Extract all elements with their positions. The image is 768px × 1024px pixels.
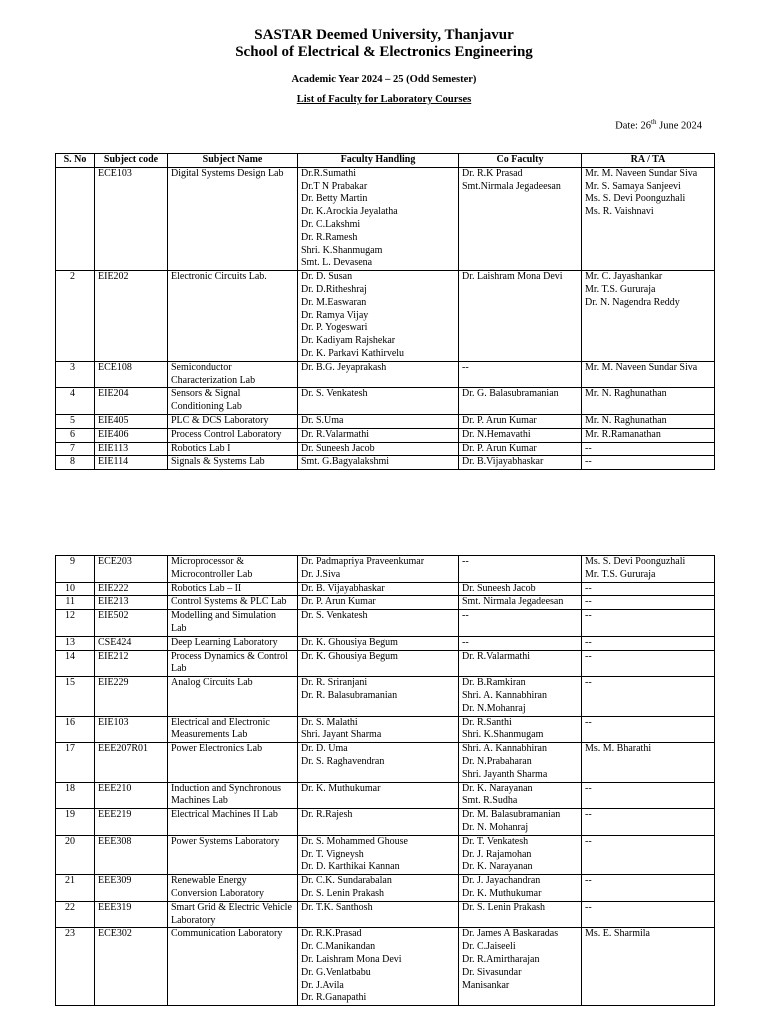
cell-co-faculty	[459, 636, 582, 650]
faculty-name: Dr. C.Manikandan	[301, 941, 376, 953]
table-2-body	[56, 556, 715, 1006]
cell-faculty	[298, 677, 459, 716]
cell-ra-ta	[582, 414, 715, 428]
cell-ra-ta	[582, 636, 715, 650]
col-header-ra-ta: RA / TA	[582, 154, 715, 168]
ra-ta-name: Ms. S. Devi Poonguzhali	[585, 556, 686, 567]
co-faculty-name: Dr. Laishram Mona Devi	[462, 271, 563, 283]
co-faculty-name: Dr. R.K Prasad	[462, 167, 523, 179]
table-row	[56, 636, 715, 650]
co-faculty-name: Dr. Suneesh Jacob	[462, 582, 536, 594]
cell-subject-name: Process Dynamics & Control Lab	[168, 650, 298, 677]
ra-ta-name: Dr. N. Nagendra Reddy	[585, 296, 680, 308]
co-faculty-name: Dr. G. Balasubramanian	[462, 388, 559, 400]
cell-co-faculty	[459, 414, 582, 428]
faculty-name: Dr. S. Venkatesh	[301, 388, 368, 400]
co-faculty-name: Dr. S. Lenin Prakash	[462, 901, 546, 913]
cell-ra-ta	[582, 167, 715, 270]
faculty-name: Dr. Laishram Mona Devi	[301, 953, 402, 965]
cell-subject-name: Electronic Circuits Lab.	[168, 271, 298, 362]
ra-ta-name: --	[585, 610, 592, 622]
table-row	[56, 442, 715, 456]
cell-subject-name: Communication Laboratory	[168, 928, 298, 1006]
cell-sno: 19	[56, 809, 95, 836]
faculty-name: Dr. K.Arockia Jeyalatha	[301, 206, 398, 218]
co-faculty-name: Shri. Jayanth Sharma	[462, 768, 548, 780]
faculty-name: Dr. T.K. Santhosh	[301, 901, 373, 913]
ra-ta-name: Mr. T.S. Gururaja	[585, 568, 656, 580]
cell-faculty	[298, 901, 459, 928]
cell-ra-ta	[582, 782, 715, 809]
cell-faculty	[298, 456, 459, 470]
cell-sno: 6	[56, 428, 95, 442]
cell-subject-code: EIE222	[95, 582, 168, 596]
faculty-name: Dr. S. Malathi	[301, 716, 358, 728]
table-row	[56, 361, 715, 388]
cell-ra-ta	[582, 716, 715, 743]
faculty-table-1	[55, 153, 715, 470]
cell-ra-ta	[582, 428, 715, 442]
cell-co-faculty	[459, 596, 582, 610]
faculty-name: Dr. D. Karthikai Kannan	[301, 861, 400, 873]
cell-sno: 4	[56, 388, 95, 415]
faculty-name: Dr. R.Rajesh	[301, 809, 353, 821]
cell-subject-name: Power Electronics Lab	[168, 743, 298, 782]
cell-sno: 21	[56, 875, 95, 902]
cell-sno: 17	[56, 743, 95, 782]
ra-ta-name: --	[585, 677, 592, 689]
cell-co-faculty	[459, 716, 582, 743]
cell-subject-code: ECE203	[95, 556, 168, 583]
ra-ta-name: --	[585, 636, 592, 648]
cell-co-faculty	[459, 743, 582, 782]
faculty-name: Dr. S. Lenin Prakash	[301, 887, 385, 899]
co-faculty-name: Dr. B.Vijayabhaskar	[462, 456, 544, 468]
cell-sno: 11	[56, 596, 95, 610]
co-faculty-name: Dr. N.Mohanraj	[462, 702, 526, 714]
faculty-name: Dr. K. Ghousiya Begum	[301, 650, 398, 662]
ra-ta-name: Mr. T.S. Gururaja	[585, 283, 656, 295]
ra-ta-name: --	[585, 716, 592, 728]
cell-faculty	[298, 442, 459, 456]
col-header-faculty: Faculty Handling	[298, 154, 459, 168]
ra-ta-name: Mr. R.Ramanathan	[585, 428, 661, 440]
cell-subject-code: EEE207R01	[95, 743, 168, 782]
cell-sno: 9	[56, 556, 95, 583]
cell-sno: 22	[56, 901, 95, 928]
date-sup: th	[651, 118, 657, 126]
cell-co-faculty	[459, 456, 582, 470]
cell-sno: 12	[56, 610, 95, 637]
cell-co-faculty	[459, 167, 582, 270]
cell-co-faculty	[459, 442, 582, 456]
cell-subject-name: PLC & DCS Laboratory	[168, 414, 298, 428]
ra-ta-name: Mr. S. Samaya Sanjeevi	[585, 180, 681, 192]
cell-sno: 10	[56, 582, 95, 596]
cell-ra-ta	[582, 650, 715, 677]
cell-faculty	[298, 650, 459, 677]
col-header-code: Subject code	[95, 154, 168, 168]
co-faculty-name: Dr. Sivasundar	[462, 966, 522, 978]
faculty-name: Dr. P. Yogeswari	[301, 322, 368, 334]
co-faculty-name: Smt. R.Sudha	[462, 795, 518, 807]
faculty-name: Dr. D. Uma	[301, 743, 348, 755]
cell-ra-ta	[582, 442, 715, 456]
cell-subject-code: EIE114	[95, 456, 168, 470]
col-header-co-faculty: Co Faculty	[459, 154, 582, 168]
faculty-name: Dr. R.Ganapathi	[301, 992, 367, 1004]
cell-ra-ta	[582, 456, 715, 470]
co-faculty-name: Shri. K.Shanmugam	[462, 729, 544, 741]
cell-co-faculty	[459, 809, 582, 836]
cell-subject-code: ECE103	[95, 167, 168, 270]
cell-subject-code: EEE219	[95, 809, 168, 836]
cell-subject-name: Modelling and Simulation Lab	[168, 610, 298, 637]
cell-co-faculty	[459, 650, 582, 677]
faculty-name: Shri. K.Shanmugam	[301, 244, 383, 256]
co-faculty-name: Dr. N.Prabaharan	[462, 755, 532, 767]
faculty-name: Dr. Ramya Vijay	[301, 309, 369, 321]
faculty-name: Dr. R. Balasubramanian	[301, 689, 398, 701]
cell-co-faculty	[459, 875, 582, 902]
faculty-name: Dr. R.Ramesh	[301, 231, 358, 243]
cell-co-faculty	[459, 556, 582, 583]
faculty-name: Dr. Padmapriya Praveenkumar	[301, 556, 425, 567]
school-title: School of Electrical & Electronics Engineering	[235, 44, 533, 60]
ra-ta-name: Mr. N. Raghunathan	[585, 388, 667, 400]
cell-subject-code: EEE308	[95, 835, 168, 874]
faculty-name: Dr. J.Avila	[301, 979, 344, 991]
cell-faculty	[298, 782, 459, 809]
cell-subject-name: Control Systems & PLC Lab	[168, 596, 298, 610]
co-faculty-name: Dr. R.Valarmathi	[462, 650, 531, 662]
cell-sno: 3	[56, 361, 95, 388]
cell-co-faculty	[459, 928, 582, 1006]
date-prefix: Date: 26	[615, 120, 652, 132]
cell-ra-ta	[582, 928, 715, 1006]
faculty-name: Dr. R.Valarmathi	[301, 428, 370, 440]
cell-subject-name: Smart Grid & Electric Vehicle Laboratory	[168, 901, 298, 928]
co-faculty-name: Dr. P. Arun Kumar	[462, 414, 537, 426]
cell-subject-code: EIE405	[95, 414, 168, 428]
university-title: SASTAR Deemed University, Thanjavur	[254, 27, 514, 43]
cell-sno: 5	[56, 414, 95, 428]
co-faculty-name: Dr. James A Baskaradas	[462, 928, 559, 940]
ra-ta-name: --	[585, 442, 592, 454]
cell-faculty	[298, 388, 459, 415]
cell-subject-code: ECE108	[95, 361, 168, 388]
cell-subject-name: Electrical and Electronic Measurements Lab	[168, 716, 298, 743]
faculty-name: Dr. D. Susan	[301, 271, 353, 283]
co-faculty-name: Dr. K. Muthukumar	[462, 887, 542, 899]
faculty-name: Dr. S.Uma	[301, 414, 344, 426]
table-row	[56, 610, 715, 637]
co-faculty-name: Dr. K. Narayanan	[462, 782, 533, 794]
faculty-name: Dr. R.K.Prasad	[301, 928, 362, 940]
cell-subject-code: EIE212	[95, 650, 168, 677]
table-row	[56, 167, 715, 270]
cell-subject-code: EIE113	[95, 442, 168, 456]
faculty-name: Dr.T N Prabakar	[301, 180, 368, 192]
cell-sno: 14	[56, 650, 95, 677]
cell-subject-code: EIE229	[95, 677, 168, 716]
faculty-name: Dr. Kadiyam Rajshekar	[301, 335, 396, 347]
table-row	[56, 809, 715, 836]
table-row	[56, 388, 715, 415]
cell-faculty	[298, 271, 459, 362]
table-row	[56, 835, 715, 874]
cell-faculty	[298, 556, 459, 583]
list-title	[0, 93, 768, 106]
cell-sno: 23	[56, 928, 95, 1006]
co-faculty-name: Dr. T. Venkatesh	[462, 835, 529, 847]
ra-ta-name: --	[585, 596, 592, 608]
co-faculty-name: Dr. N. Mohanraj	[462, 821, 529, 833]
cell-sno: 16	[56, 716, 95, 743]
co-faculty-name: Dr. C.Jaiseeli	[462, 941, 516, 953]
faculty-name: Dr. G.Venlatbabu	[301, 966, 371, 978]
faculty-name: Dr. R. Sriranjani	[301, 677, 368, 689]
cell-sno: 7	[56, 442, 95, 456]
cell-co-faculty	[459, 677, 582, 716]
faculty-name: Dr. Betty Martin	[301, 193, 368, 205]
cell-co-faculty	[459, 271, 582, 362]
cell-ra-ta	[582, 610, 715, 637]
cell-co-faculty	[459, 835, 582, 874]
cell-faculty	[298, 167, 459, 270]
col-header-sno: S. No	[56, 154, 95, 168]
ra-ta-name: Ms. S. Devi Poonguzhali	[585, 193, 686, 205]
co-faculty-name: Shri. A. Kannabhiran	[462, 743, 547, 755]
cell-sno: 13	[56, 636, 95, 650]
co-faculty-name: --	[462, 636, 469, 648]
cell-sno: 18	[56, 782, 95, 809]
cell-ra-ta	[582, 388, 715, 415]
cell-subject-name: Signals & Systems Lab	[168, 456, 298, 470]
co-faculty-name: Dr. J. Rajamohan	[462, 848, 532, 860]
cell-subject-code: EIE202	[95, 271, 168, 362]
cell-faculty	[298, 582, 459, 596]
list-title-text: List of Faculty for Laboratory Courses	[296, 94, 472, 105]
academic-year: Academic Year 2024 – 25 (Odd Semester)	[291, 74, 477, 85]
faculty-name: Dr. C.K. Sundarabalan	[301, 875, 392, 887]
cell-sno: 20	[56, 835, 95, 874]
cell-faculty	[298, 636, 459, 650]
faculty-name: Smt. G.Bagyalakshmi	[301, 456, 390, 468]
table-row	[56, 414, 715, 428]
cell-ra-ta	[582, 361, 715, 388]
ra-ta-name: Ms. E. Sharmila	[585, 928, 650, 940]
faculty-name: Dr. S. Venkatesh	[301, 610, 368, 622]
co-faculty-name: Dr. R.Santhi	[462, 716, 512, 728]
table-row	[56, 928, 715, 1006]
table-row	[56, 901, 715, 928]
ra-ta-name: Mr. M. Naveen Sundar Siva	[585, 167, 698, 179]
ra-ta-name: Ms. M. Bharathi	[585, 743, 652, 755]
faculty-name: Dr. S. Mohammed Ghouse	[301, 835, 408, 847]
cell-faculty	[298, 361, 459, 388]
cell-subject-name: Sensors & Signal Conditioning Lab	[168, 388, 298, 415]
cell-ra-ta	[582, 582, 715, 596]
ra-ta-name: --	[585, 809, 592, 821]
faculty-name: Dr. T. Vigneysh	[301, 848, 364, 860]
faculty-name: Dr. K. Ghousiya Begum	[301, 636, 398, 648]
document-date	[615, 118, 702, 132]
cell-subject-name: Deep Learning Laboratory	[168, 636, 298, 650]
table-row	[56, 428, 715, 442]
cell-subject-code: EIE406	[95, 428, 168, 442]
cell-faculty	[298, 928, 459, 1006]
cell-subject-name: Power Systems Laboratory	[168, 835, 298, 874]
co-faculty-name: Dr. J. Jayachandran	[462, 875, 541, 887]
co-faculty-name: Smt. Nirmala Jegadeesan	[462, 596, 564, 608]
co-faculty-name: Dr. R.Amirtharajan	[462, 953, 540, 965]
ra-ta-name: --	[585, 875, 592, 887]
table-row	[56, 596, 715, 610]
cell-faculty	[298, 716, 459, 743]
cell-subject-name: Induction and Synchronous Machines Lab	[168, 782, 298, 809]
faculty-name: Dr. Suneesh Jacob	[301, 442, 375, 454]
ra-ta-name: --	[585, 835, 592, 847]
cell-sno: 15	[56, 677, 95, 716]
cell-faculty	[298, 414, 459, 428]
table-row	[56, 716, 715, 743]
ra-ta-name: --	[585, 901, 592, 913]
cell-subject-code: EIE103	[95, 716, 168, 743]
cell-co-faculty	[459, 361, 582, 388]
cell-faculty	[298, 428, 459, 442]
table-row	[56, 782, 715, 809]
cell-subject-code: CSE424	[95, 636, 168, 650]
cell-subject-code: EEE319	[95, 901, 168, 928]
cell-ra-ta	[582, 809, 715, 836]
cell-subject-code: EIE213	[95, 596, 168, 610]
faculty-name: Dr. B. Vijayabhaskar	[301, 582, 385, 594]
faculty-name: Dr. K. Parkavi Kathirvelu	[301, 347, 405, 359]
cell-subject-name: Digital Systems Design Lab	[168, 167, 298, 270]
cell-ra-ta	[582, 743, 715, 782]
cell-faculty	[298, 809, 459, 836]
co-faculty-name: Dr. B.Ramkiran	[462, 677, 526, 689]
cell-sno	[56, 167, 95, 270]
faculty-name: Dr. J.Siva	[301, 568, 341, 580]
cell-faculty	[298, 875, 459, 902]
cell-subject-name: Process Control Laboratory	[168, 428, 298, 442]
faculty-name: Dr. B.G. Jeyaprakash	[301, 361, 387, 373]
cell-faculty	[298, 835, 459, 874]
cell-ra-ta	[582, 875, 715, 902]
cell-subject-name: Robotics Lab – II	[168, 582, 298, 596]
ra-ta-name: Mr. N. Raghunathan	[585, 414, 667, 426]
faculty-name: Dr.R.Sumathi	[301, 167, 357, 179]
faculty-name: Dr. C.Lakshmi	[301, 218, 361, 230]
faculty-name: Smt. L. Devasena	[301, 257, 373, 269]
cell-subject-code: EEE210	[95, 782, 168, 809]
cell-ra-ta	[582, 835, 715, 874]
co-faculty-name: --	[462, 556, 469, 567]
ra-ta-name: --	[585, 650, 592, 662]
cell-co-faculty	[459, 782, 582, 809]
table-row	[56, 582, 715, 596]
faculty-name: Dr. D.Ritheshraj	[301, 283, 367, 295]
cell-co-faculty	[459, 388, 582, 415]
cell-sno: 8	[56, 456, 95, 470]
faculty-name: Dr. S. Raghavendran	[301, 755, 385, 767]
cell-subject-name: Renewable Energy Conversion Laboratory	[168, 875, 298, 902]
cell-subject-code: ECE302	[95, 928, 168, 1006]
co-faculty-name: Dr. K. Narayanan	[462, 861, 533, 873]
cell-faculty	[298, 610, 459, 637]
table-row	[56, 650, 715, 677]
cell-co-faculty	[459, 428, 582, 442]
cell-co-faculty	[459, 901, 582, 928]
col-header-name: Subject Name	[168, 154, 298, 168]
cell-subject-name: Electrical Machines II Lab	[168, 809, 298, 836]
co-faculty-name: --	[462, 361, 469, 373]
ra-ta-name: --	[585, 456, 592, 468]
cell-subject-name: Analog Circuits Lab	[168, 677, 298, 716]
cell-ra-ta	[582, 901, 715, 928]
cell-faculty	[298, 743, 459, 782]
table-row	[56, 556, 715, 583]
ra-ta-name: Mr. C. Jayashankar	[585, 271, 663, 283]
co-faculty-name: Dr. M. Balasubramanian	[462, 809, 561, 821]
cell-faculty	[298, 596, 459, 610]
cell-co-faculty	[459, 610, 582, 637]
cell-sno: 2	[56, 271, 95, 362]
table-row	[56, 456, 715, 470]
cell-ra-ta	[582, 556, 715, 583]
ra-ta-name: --	[585, 782, 592, 794]
cell-subject-name: Microprocessor & Microcontroller Lab	[168, 556, 298, 583]
cell-subject-name: Robotics Lab I	[168, 442, 298, 456]
cell-subject-code: EIE204	[95, 388, 168, 415]
faculty-name: Shri. Jayant Sharma	[301, 729, 382, 741]
co-faculty-name: --	[462, 610, 469, 622]
table-row	[56, 875, 715, 902]
faculty-name: Dr. M.Easwaran	[301, 296, 367, 308]
ra-ta-name: Mr. M. Naveen Sundar Siva	[585, 361, 698, 373]
date-suffix: June 2024	[656, 120, 702, 132]
cell-ra-ta	[582, 677, 715, 716]
cell-subject-code: EEE309	[95, 875, 168, 902]
co-faculty-name: Dr. P. Arun Kumar	[462, 442, 537, 454]
cell-ra-ta	[582, 271, 715, 362]
cell-subject-name: Semiconductor Characterization Lab	[168, 361, 298, 388]
co-faculty-name: Shri. A. Kannabhiran	[462, 689, 547, 701]
co-faculty-name: Manisankar	[462, 979, 510, 991]
faculty-name: Dr. K. Muthukumar	[301, 782, 381, 794]
ra-ta-name: Ms. R. Vaishnavi	[585, 206, 654, 218]
table-row	[56, 743, 715, 782]
faculty-table-2	[55, 555, 715, 1006]
co-faculty-name: Dr. N.Hemavathi	[462, 428, 531, 440]
cell-co-faculty	[459, 582, 582, 596]
cell-subject-code: EIE502	[95, 610, 168, 637]
table-header-row	[56, 154, 715, 168]
ra-ta-name: --	[585, 582, 592, 594]
co-faculty-name: Smt.Nirmala Jegadeesan	[462, 180, 561, 192]
faculty-name: Dr. P. Arun Kumar	[301, 596, 376, 608]
table-1-body	[56, 167, 715, 469]
table-row	[56, 271, 715, 362]
cell-ra-ta	[582, 596, 715, 610]
table-row	[56, 677, 715, 716]
